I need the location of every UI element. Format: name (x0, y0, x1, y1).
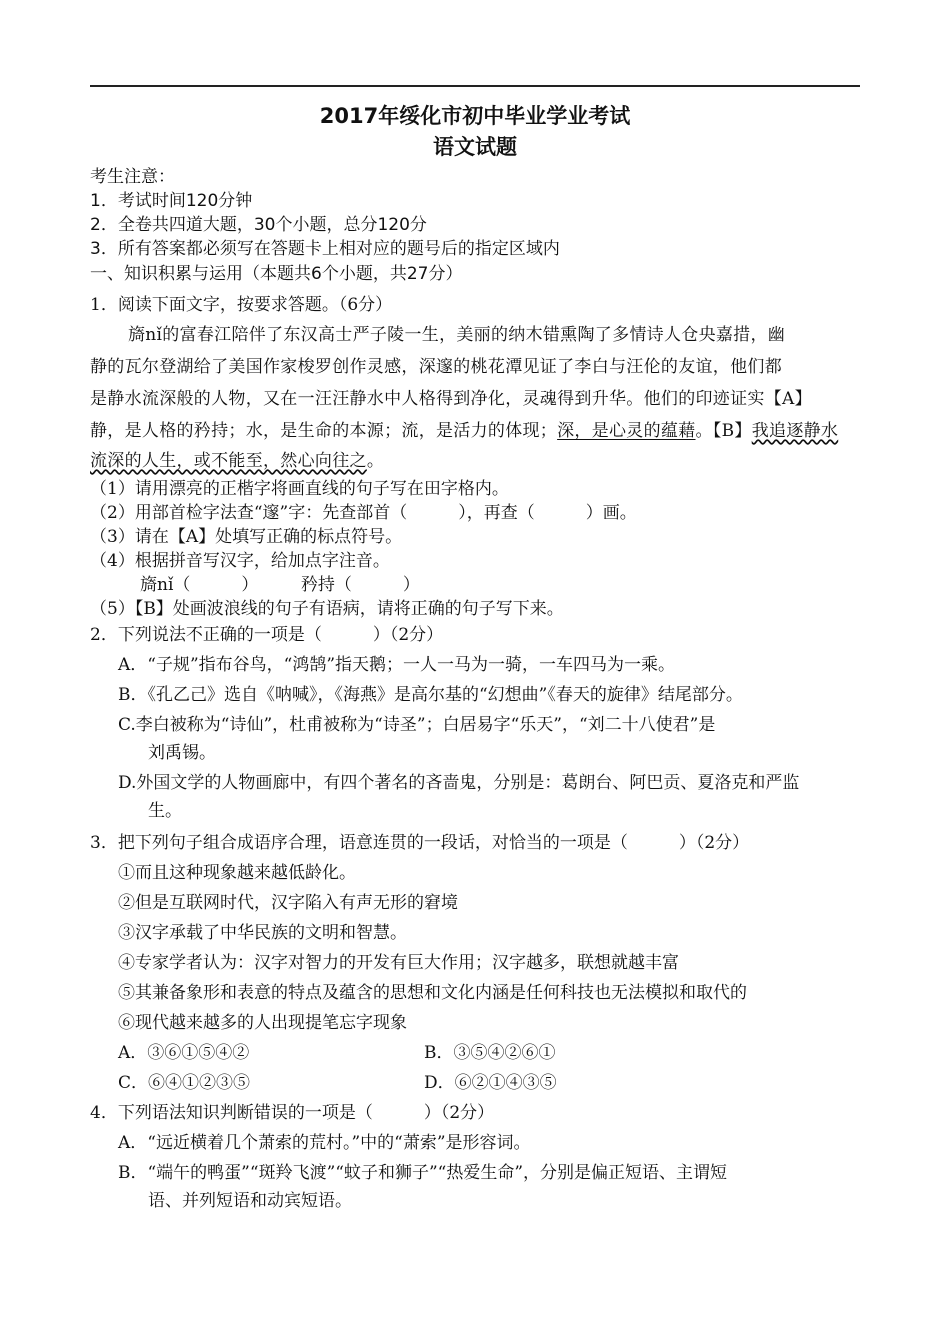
underlined-sentence: 深，是心灵的蕴藉 (557, 421, 696, 441)
passage-line (90, 420, 838, 442)
sub-question: （3）请在【A】处填写正确的标点符号。 (90, 527, 403, 547)
question-2-stem: 2．下列说法不正确的一项是（ ）（2分） (90, 625, 444, 645)
question-1-stem: 1．阅读下面文字，按要求答题。（6分） (90, 295, 393, 315)
section-heading: 一、知识积累与运用（本题共6个小题，共27分） (90, 264, 463, 284)
question-3-stem: 3．把下列句子组合成语序合理，语意连贯的一段话，对恰当的一项是（ ）（2分） (90, 833, 750, 853)
option: B．“端午的鸭蛋”“斑羚飞渡”“蚊子和狮子”“热爱生命”，分别是偏正短语、主谓短 (118, 1163, 728, 1183)
notice-item: 2．全卷共四道大题，30个小题，总分120分 (90, 215, 427, 235)
option: C．⑥④①②③⑤ (118, 1073, 251, 1093)
sentence: ①而且这种现象越来越低龄化。 (118, 863, 356, 883)
marker-b: 。【B】 (695, 421, 752, 441)
sentence: ④专家学者认为：汉字对智力的开发有巨大作用；汉字越多，联想就越丰富 (118, 953, 679, 973)
passage-line (90, 450, 384, 472)
notice-item: 3．所有答案都必须写在答题卡上相对应的题号后的指定区域内 (90, 239, 560, 259)
option: A．③⑥①⑤④② (118, 1043, 250, 1063)
option: D.外国文学的人物画廊中，有四个著名的吝啬鬼，分别是：葛朗台、阿巴贡、夏洛克和严监 (118, 773, 800, 793)
passage-line: 旖nǐ的富春江陪伴了东汉高士严子陵一生，美丽的纳木错熏陶了多情诗人仓央嘉措，幽 (128, 325, 786, 345)
wavy-sentence: 流深的人生，或不能至，然心向往之 (90, 451, 367, 471)
sub-question: （1）请用漂亮的正楷字将画直线的句子写在田字格内。 (90, 479, 509, 499)
passage-text: 。 (366, 451, 385, 471)
top-rule (90, 85, 860, 87)
notice-item: 1．考试时间120分钟 (90, 191, 253, 211)
option: C.李白被称为“诗仙”，杜甫被称为“诗圣”；白居易字“乐天”，“刘二十八使君”是 (118, 715, 716, 735)
option: B．③⑤④②⑥① (424, 1043, 556, 1063)
option: A．“子规”指布谷鸟，“鸿鹄”指天鹅；一人一马为一骑，一车四马为一乘。 (118, 655, 676, 675)
exam-title: 2017年绥化市初中毕业学业考试 (319, 104, 631, 128)
notice-heading: 考生注意： (90, 167, 175, 187)
sentence: ⑤其兼备象形和表意的特点及蕴含的思想和文化内涵是任何科技也无法模拟和取代的 (118, 983, 747, 1003)
sub-question: （5）【B】处画波浪线的句子有语病，请将正确的句子写下来。 (90, 599, 564, 619)
passage-line: 是静水流深般的人物，又在一汪汪静水中人格得到净化，灵魂得到升华。他们的印迹证实【A】 (90, 389, 812, 409)
option: D．⑥②①④③⑤ (424, 1073, 557, 1093)
sub-question: 旖nǐ（ ） 矜持（ ） (140, 575, 420, 595)
sub-question: （2）用部首检字法查“邃”字：先查部首（ ），再查（ ）画。 (90, 503, 637, 523)
sentence: ②但是互联网时代，汉字陷入有声无形的窘境 (118, 893, 458, 913)
sentence: ⑥现代越来越多的人出现提笔忘字现象 (118, 1013, 407, 1033)
wavy-sentence: 我追逐静水 (751, 421, 839, 441)
sub-question: （4）根据拼音写汉字，给加点字注音。 (90, 551, 390, 571)
sentence: ③汉字承载了中华民族的文明和智慧。 (118, 923, 407, 943)
option: B．《孔乙己》选自《呐喊》，《海燕》是高尔基的“幻想曲”《春天的旋律》结尾部分。 (118, 685, 743, 705)
passage-text: 静，是人格的矜持；水，是生命的本源；流，是活力的体现； (90, 421, 558, 441)
option-continued: 刘禹锡。 (148, 743, 216, 763)
option: A．“远近横着几个萧索的荒村。”中的“萧索”是形容词。 (118, 1133, 531, 1153)
question-4-stem: 4．下列语法知识判断错误的一项是（ ）（2分） (90, 1103, 495, 1123)
option-continued: 生。 (148, 801, 182, 821)
exam-subtitle: 语文试题 (433, 135, 517, 159)
passage-line: 静的瓦尔登湖给了美国作家梭罗创作灵感，深邃的桃花潭见证了李白与汪伦的友谊，他们都 (90, 357, 782, 377)
option-continued: 语、并列短语和动宾短语。 (148, 1191, 352, 1211)
